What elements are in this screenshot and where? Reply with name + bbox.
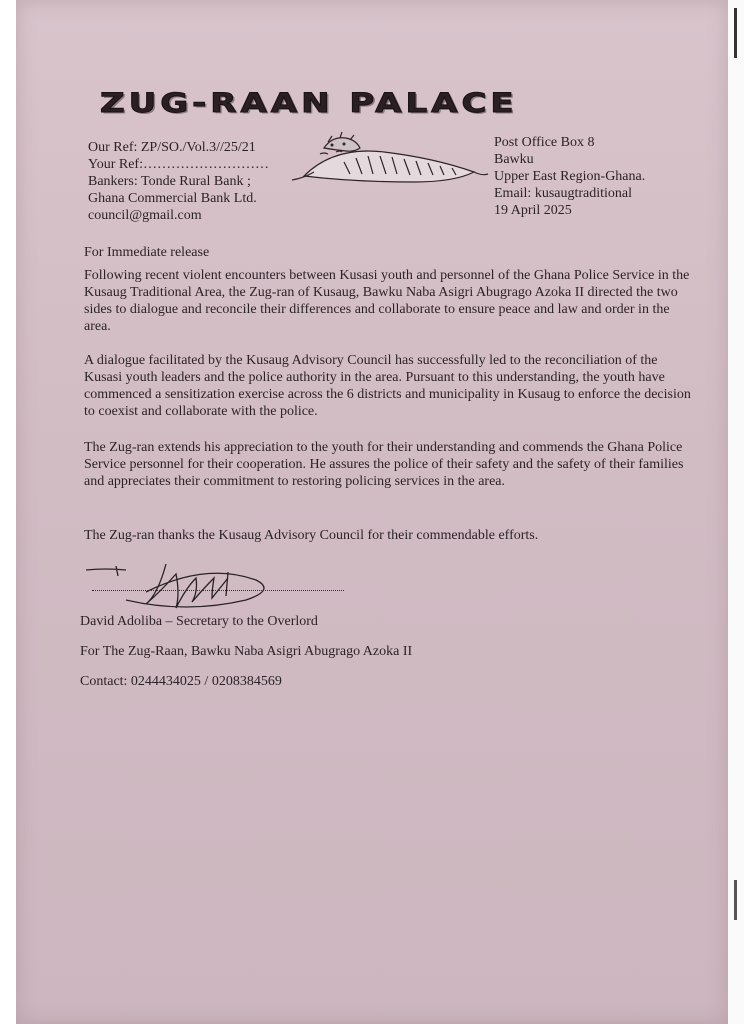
bankers: Bankers: Tonde Rural Bank ; — [88, 174, 251, 189]
screen-edge — [728, 0, 744, 1024]
letterhead-right-block — [494, 134, 645, 219]
contact-line: Contact: 0244434025 / 0208384569 — [80, 674, 282, 689]
town: Bawku — [494, 152, 534, 167]
palace-email: Email: kusaugtraditional — [494, 186, 633, 201]
paragraph-1: Following recent violent encounters between Kusasi youth and personnel of the Ghana Police Service in the Kusaug Traditional Area, the Zug-ran of Kusaug, Bawku Naba Asigri Abugrago Azoka II directed the two sides to dialogue and reconcile their differences and collaborate to ensure peace and law and order in the area. — [84, 268, 690, 334]
region: Upper East Region-Ghana. — [494, 169, 646, 184]
letterhead-left-block — [88, 139, 269, 224]
signature-icon — [86, 552, 356, 612]
letterhead-title: ZUG-RAAN PALACE — [100, 88, 518, 120]
po-box: Post Office Box 8 — [494, 135, 595, 150]
your-ref: Your Ref:……………………… — [88, 157, 269, 172]
paragraph-3: The Zug-ran extends his appreciation to the youth for their understanding and commends the Ghana Police Service personnel for their cooperation. He assures the police of their safety and the safety of their families and appreciates their commitment to restoring policing services in the area. — [84, 440, 684, 489]
tiger-emblem-icon — [284, 126, 492, 192]
paragraph-4: The Zug-ran thanks the Kusaug Advisory Council for their commendable efforts. — [84, 528, 539, 543]
edge-mark-top — [734, 8, 737, 58]
on-behalf-line: For The Zug-Raan, Bawku Naba Asigri Abugrago Azoka II — [80, 644, 413, 659]
paragraph-2: A dialogue facilitated by the Kusaug Advisory Council has successfully led to the reconciliation of the Kusasi youth leaders and the police authority in the area. Pursuant to this understanding, the youth have commenced a sensitization exercise across the 6 districts and municipality in Kusaug to enforce the decision to coexist and collaborate with the police. — [84, 353, 691, 419]
council-email: council@gmail.com — [88, 208, 202, 223]
signature-line — [92, 590, 344, 591]
edge-mark-bottom — [734, 880, 737, 920]
bank-second: Ghana Commercial Bank Ltd. — [88, 191, 257, 206]
letter-date: 19 April 2025 — [494, 203, 572, 218]
our-ref: Our Ref: ZP/SO./Vol.3//25/21 — [88, 140, 256, 155]
release-label: For Immediate release — [84, 245, 210, 260]
signer-name: David Adoliba – Secretary to the Overlord — [80, 614, 318, 629]
